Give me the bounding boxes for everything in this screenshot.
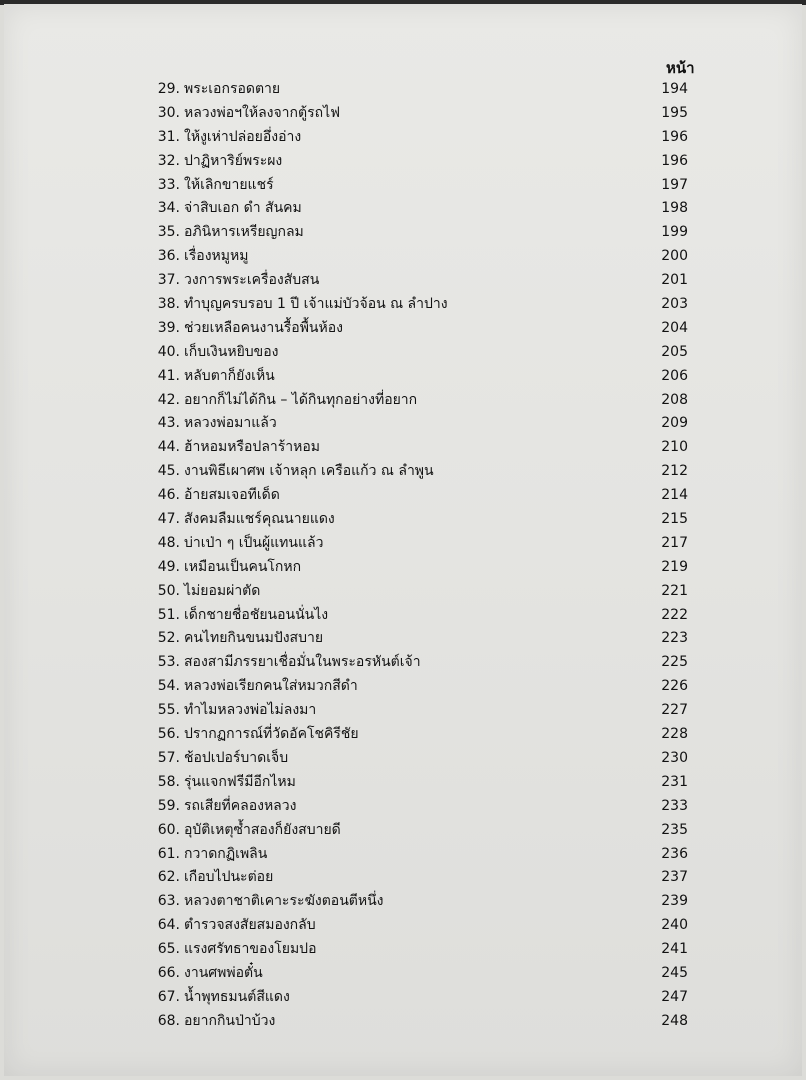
entry-page-number: 196 xyxy=(661,152,688,169)
entry-number: 43. xyxy=(157,415,180,432)
entry-title: รถเสียที่คลองหลวง xyxy=(184,797,297,814)
entry-title: หลับตาก็ยังเห็น xyxy=(184,367,275,384)
entry-page-number: 196 xyxy=(661,128,688,145)
entry-page-number: 239 xyxy=(661,893,688,910)
toc-entry xyxy=(148,747,688,771)
entry-number: 66. xyxy=(157,964,180,981)
entry-page-number: 201 xyxy=(661,272,688,289)
toc-entry xyxy=(148,317,688,341)
entry-page-number: 245 xyxy=(661,964,688,981)
toc-entry xyxy=(148,651,688,675)
table-of-contents xyxy=(148,78,688,1034)
entry-page-number: 227 xyxy=(661,702,688,719)
entry-title: หลวงพ่อเรียกคนใส่หมวกสีดำ xyxy=(184,678,358,695)
entry-title: ทำไมหลวงพ่อไม่ลงมา xyxy=(184,702,317,719)
entry-page-number: 221 xyxy=(661,582,688,599)
entry-title: คนไทยกินขนมปังสบาย xyxy=(184,630,324,647)
entry-page-number: 237 xyxy=(661,869,688,886)
entry-number: 68. xyxy=(157,1012,180,1029)
entry-title: หลวงพ่อมาแล้ว xyxy=(184,415,277,432)
entry-title: หลวงตาชาติเคาะระฆังตอนตีหนึ่ง xyxy=(184,893,384,910)
entry-number: 44. xyxy=(157,439,180,456)
entry-number: 62. xyxy=(157,869,180,886)
entry-number: 57. xyxy=(157,749,180,766)
toc-entry xyxy=(148,795,688,819)
entry-number: 36. xyxy=(157,248,180,265)
entry-title: อยากกินป่าบ้วง xyxy=(184,1012,276,1029)
entry-title: ทำบุญครบรอบ 1 ปี เจ้าแม่บัวจ้อน ณ ลำปาง xyxy=(184,296,448,313)
entry-title: กวาดกฏิเพลิน xyxy=(184,845,268,862)
entry-number: 46. xyxy=(157,487,180,504)
entry-number: 58. xyxy=(157,773,180,790)
entry-number: 55. xyxy=(157,702,180,719)
entry-title: ฮ้าหอมหรือปลาร้าหอม xyxy=(184,439,321,456)
entry-number: 35. xyxy=(157,224,180,241)
entry-number: 41. xyxy=(157,367,180,384)
entry-title: งานศพพ่อตั๋น xyxy=(184,964,263,981)
toc-entry xyxy=(148,126,688,150)
entry-number: 38. xyxy=(157,296,180,313)
entry-title: หลวงพ่อฯให้ลงจากตู้รถไฟ xyxy=(184,104,341,121)
entry-page-number: 240 xyxy=(661,917,688,934)
entry-page-number: 200 xyxy=(661,248,688,265)
toc-entry xyxy=(148,412,688,436)
entry-number: 48. xyxy=(157,534,180,551)
toc-entry xyxy=(148,938,688,962)
entry-number: 45. xyxy=(157,463,180,480)
entry-number: 51. xyxy=(157,606,180,623)
entry-number: 33. xyxy=(157,176,180,193)
entry-title: ให้งูเห่าปล่อยอึ่งอ่าง xyxy=(184,128,302,145)
entry-number: 32. xyxy=(157,152,180,169)
entry-number: 30. xyxy=(157,104,180,121)
entry-number: 49. xyxy=(157,558,180,575)
entry-page-number: 212 xyxy=(661,463,688,480)
toc-entry xyxy=(148,699,688,723)
toc-entry xyxy=(148,580,688,604)
entry-number: 42. xyxy=(157,391,180,408)
entry-page-number: 208 xyxy=(661,391,688,408)
entry-title: ช่วยเหลือคนงานรื้อพื้นห้อง xyxy=(184,319,343,336)
entry-title: เด็กชายชื่อชัยนอนนั่นไง xyxy=(184,606,329,623)
entry-title: เรื่องหมูหมู xyxy=(184,248,249,265)
entry-page-number: 230 xyxy=(661,749,688,766)
entry-title: รุ่นแจกฟรีมีอีกไหม xyxy=(184,773,296,790)
entry-page-number: 206 xyxy=(661,367,688,384)
entry-page-number: 217 xyxy=(661,534,688,551)
entry-number: 40. xyxy=(157,343,180,360)
toc-entry xyxy=(148,962,688,986)
toc-entry xyxy=(148,197,688,221)
entry-title: บ่าเป่า ๆ เป็นผู้แทนแล้ว xyxy=(184,534,324,551)
entry-page-number: 223 xyxy=(661,630,688,647)
entry-number: 47. xyxy=(157,511,180,528)
toc-entry xyxy=(148,843,688,867)
entry-number: 67. xyxy=(157,988,180,1005)
toc-entry xyxy=(148,986,688,1010)
entry-number: 31. xyxy=(157,128,180,145)
toc-entry xyxy=(148,771,688,795)
toc-entry xyxy=(148,890,688,914)
entry-title: ตำรวจสงสัยสมองกลับ xyxy=(184,917,316,934)
entry-number: 59. xyxy=(157,797,180,814)
entry-page-number: 197 xyxy=(661,176,688,193)
toc-entry xyxy=(148,269,688,293)
entry-page-number: 194 xyxy=(661,81,688,97)
entry-title: จ่าสิบเอก ดำ สันคม xyxy=(184,200,302,217)
toc-entry xyxy=(148,78,688,102)
entry-number: 60. xyxy=(157,821,180,838)
entry-page-number: 219 xyxy=(661,558,688,575)
entry-page-number: 248 xyxy=(661,1012,688,1029)
entry-number: 63. xyxy=(157,893,180,910)
entry-title: อภินิหารเหรียญกลม xyxy=(184,224,304,241)
entry-title: วงการพระเครื่องสับสน xyxy=(184,272,320,289)
entry-page-number: 233 xyxy=(661,797,688,814)
entry-number: 29. xyxy=(157,81,180,97)
toc-entry xyxy=(148,484,688,508)
entry-page-number: 204 xyxy=(661,319,688,336)
entry-title: เกือบไปนะต่อย xyxy=(184,869,274,886)
entry-number: 39. xyxy=(157,319,180,336)
toc-entry xyxy=(148,675,688,699)
entry-page-number: 225 xyxy=(661,654,688,671)
entry-number: 34. xyxy=(157,200,180,217)
toc-entry xyxy=(148,627,688,651)
entry-title: สองสามีภรรยาเชื่อมั่นในพระอรหันต์เจ้า xyxy=(184,654,421,671)
toc-entry xyxy=(148,604,688,628)
entry-page-number: 231 xyxy=(661,773,688,790)
entry-title: พระเอกรอดตาย xyxy=(184,81,281,97)
toc-entry xyxy=(148,389,688,413)
toc-entry xyxy=(148,1010,688,1034)
entry-number: 56. xyxy=(157,726,180,743)
entry-title: งานพิธีเผาศพ เจ้าหลุก เครือแก้ว ณ ลำพูน xyxy=(184,463,434,480)
toc-entry xyxy=(148,532,688,556)
toc-entry xyxy=(148,866,688,890)
page-column-header: หน้า xyxy=(666,59,695,77)
toc-entry xyxy=(148,150,688,174)
entry-title: เก็บเงินหยิบของ xyxy=(184,343,279,360)
entry-page-number: 210 xyxy=(661,439,688,456)
toc-entry xyxy=(148,819,688,843)
entry-title: อุบัติเหตุซ้ำสองก็ยังสบายดี xyxy=(184,821,341,838)
entry-title: แรงศรัทธาของโยมปอ xyxy=(184,941,317,958)
entry-title: เหมือนเป็นคนโกหก xyxy=(184,558,302,575)
toc-entry xyxy=(148,293,688,317)
entry-title: อ้ายสมเจอทีเด็ด xyxy=(184,487,280,504)
entry-page-number: 214 xyxy=(661,487,688,504)
entry-number: 64. xyxy=(157,917,180,934)
toc-entry xyxy=(148,508,688,532)
entry-page-number: 199 xyxy=(661,224,688,241)
toc-entry xyxy=(148,341,688,365)
entry-page-number: 236 xyxy=(661,845,688,862)
entry-page-number: 228 xyxy=(661,726,688,743)
toc-entry xyxy=(148,723,688,747)
toc-entry xyxy=(148,365,688,389)
entry-title: ปาฏิหาริย์พระผง xyxy=(184,152,283,169)
entry-page-number: 222 xyxy=(661,606,688,623)
toc-entry xyxy=(148,460,688,484)
toc-entry xyxy=(148,221,688,245)
entry-number: 52. xyxy=(157,630,180,647)
toc-entry xyxy=(148,245,688,269)
entry-number: 53. xyxy=(157,654,180,671)
entry-page-number: 215 xyxy=(661,511,688,528)
entry-page-number: 226 xyxy=(661,678,688,695)
entry-page-number: 198 xyxy=(661,200,688,217)
entry-number: 50. xyxy=(157,582,180,599)
toc-entry xyxy=(148,102,688,126)
entry-title: ให้เลิกขายแชร์ xyxy=(184,176,274,193)
entry-number: 37. xyxy=(157,272,180,289)
entry-title: น้ำพุทธมนต์สีแดง xyxy=(184,988,290,1005)
toc-entry xyxy=(148,556,688,580)
entry-title: ปรากฏการณ์ที่วัดอัคโชคิรีชัย xyxy=(184,726,359,743)
entry-number: 65. xyxy=(157,941,180,958)
entry-page-number: 235 xyxy=(661,821,688,838)
toc-entry xyxy=(148,174,688,198)
entry-title: ช้อปเปอร์บาดเจ็บ xyxy=(184,749,289,766)
toc-entry xyxy=(148,436,688,460)
entry-page-number: 241 xyxy=(661,941,688,958)
entry-title: อยากก็ไม่ได้กิน – ได้กินทุกอย่างที่อยาก xyxy=(184,391,418,408)
entry-page-number: 203 xyxy=(661,296,688,313)
entry-title: สังคมลืมแชร์คุณนายแดง xyxy=(184,511,335,528)
toc-entry xyxy=(148,914,688,938)
entry-page-number: 195 xyxy=(661,104,688,121)
entry-page-number: 247 xyxy=(661,988,688,1005)
entry-number: 61. xyxy=(157,845,180,862)
entry-page-number: 205 xyxy=(661,343,688,360)
entry-number: 54. xyxy=(157,678,180,695)
entry-title: ไม่ยอมผ่าตัด xyxy=(184,582,261,599)
entry-page-number: 209 xyxy=(661,415,688,432)
